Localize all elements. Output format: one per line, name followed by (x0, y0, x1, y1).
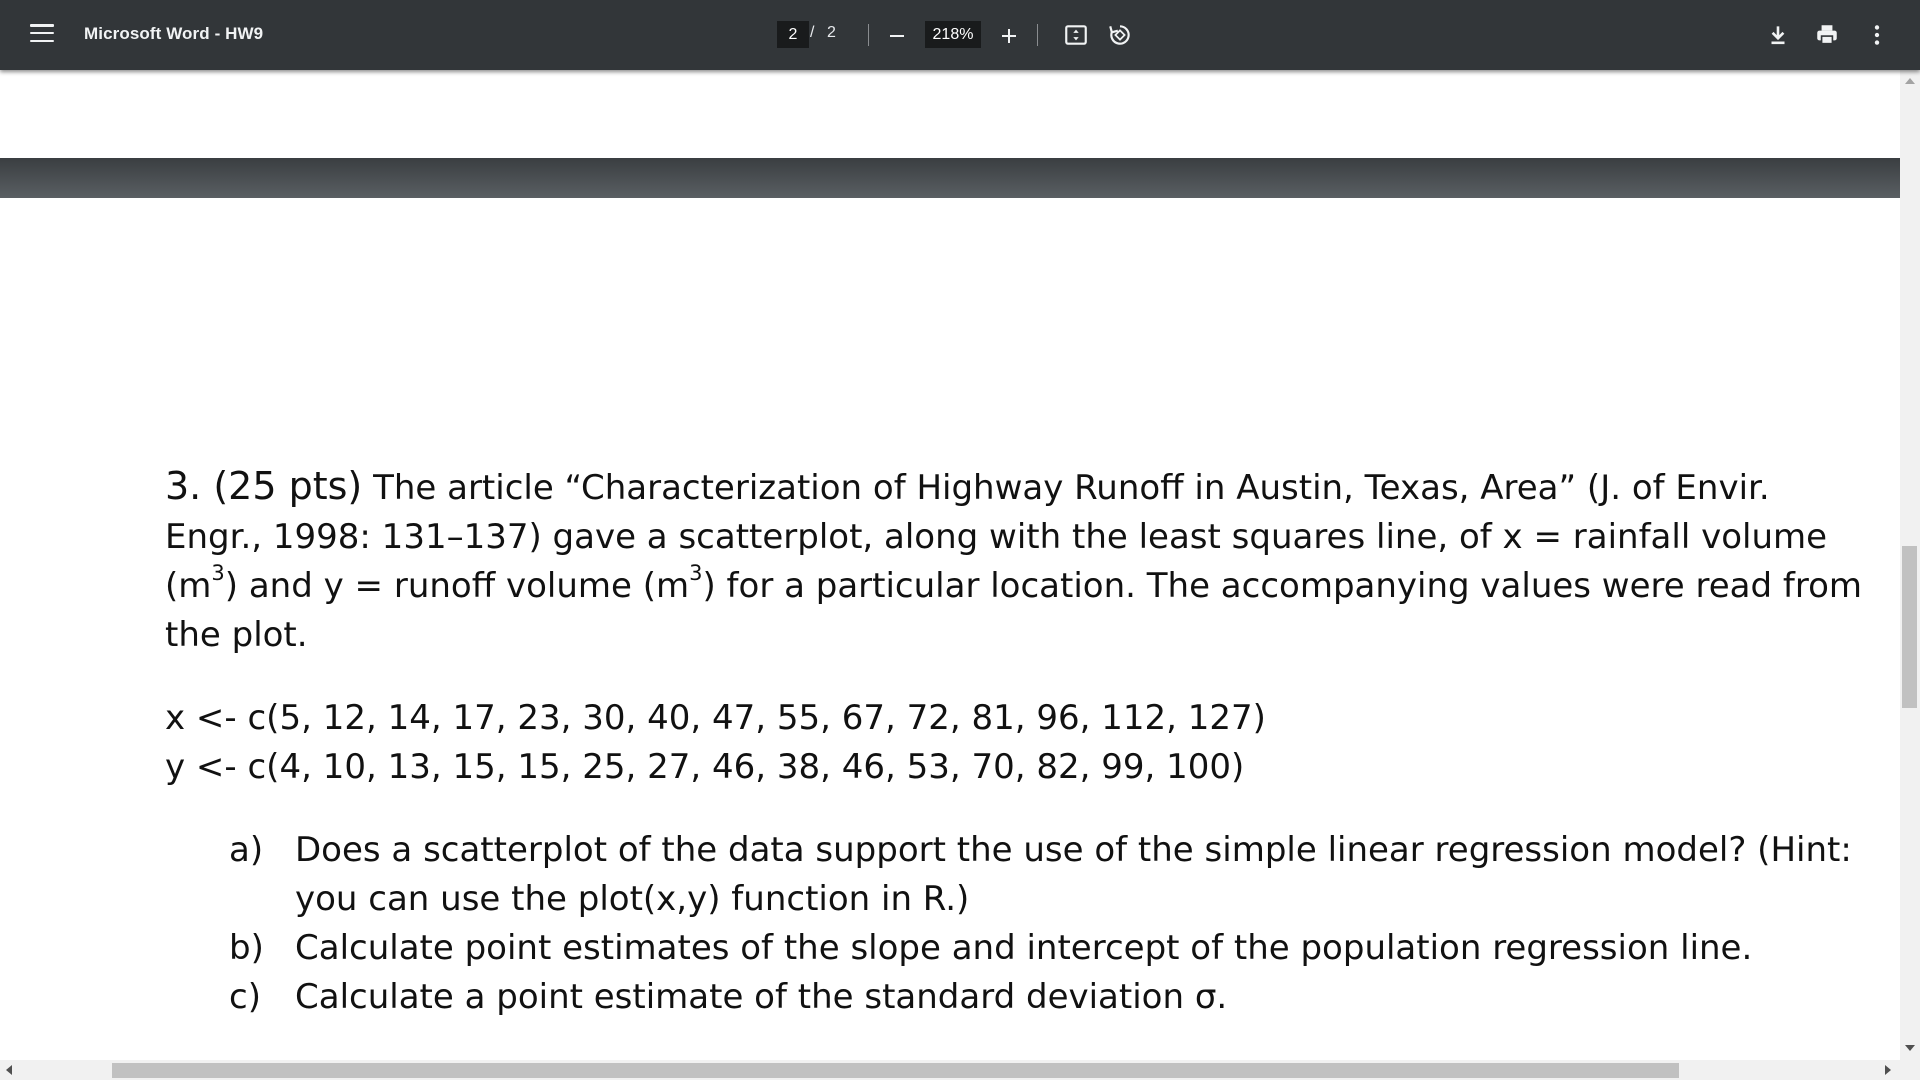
scroll-left-icon[interactable] (6, 1065, 12, 1075)
superscript: 3 (211, 561, 225, 585)
code-line-y: y <- c(4, 10, 13, 15, 15, 25, 27, 46, 38, 46, 53, 70, 82, 99, 100) (165, 747, 1245, 787)
toolbar-divider (868, 24, 869, 46)
question-part (165, 826, 1865, 924)
fit-page-icon[interactable] (1063, 22, 1089, 48)
part-text: Does a scatterplot of the data support the use of the simple linear regression model? (Hint: you can use the plot(x,y) function in R.) (295, 830, 1852, 919)
problem-text: ) for a particular location. The accompanying values were read from the plot. (165, 566, 1862, 655)
question-part (165, 973, 1865, 1022)
page-separator-gap (0, 158, 1900, 198)
vertical-scroll-thumb[interactable] (1902, 546, 1917, 708)
zoom-level-input[interactable]: 218% (925, 21, 981, 48)
download-icon[interactable] (1765, 22, 1791, 48)
more-icon[interactable] (1864, 22, 1890, 48)
pdf-toolbar (0, 0, 1920, 70)
page-total: 2 (827, 24, 836, 41)
zoom-out-icon[interactable] (887, 21, 907, 49)
scroll-up-icon[interactable] (1905, 78, 1915, 84)
problem-number: 3. (25 pts) (165, 464, 363, 508)
scroll-right-icon[interactable] (1885, 1065, 1891, 1075)
part-text: Calculate a point estimate of the standard deviation σ. (295, 977, 1228, 1017)
toolbar-divider (1037, 24, 1038, 46)
problem-statement (165, 462, 1865, 660)
question-part (165, 924, 1865, 973)
document-title: Microsoft Word - HW9 (84, 24, 264, 43)
question-parts (165, 826, 1865, 1022)
vertical-scrollbar[interactable] (1900, 70, 1920, 1060)
code-line-x: x <- c(5, 12, 14, 17, 23, 30, 40, 47, 55, 67, 72, 81, 96, 112, 127) (165, 698, 1266, 738)
print-icon[interactable] (1814, 22, 1840, 48)
page-number-input[interactable]: 2 (777, 21, 809, 48)
scroll-down-icon[interactable] (1905, 1045, 1915, 1051)
document-viewer (0, 70, 1900, 1060)
rotate-icon[interactable] (1107, 22, 1133, 48)
page-separator: / (810, 24, 815, 41)
page-content (165, 462, 1865, 1022)
data-code-block (165, 694, 1865, 792)
horizontal-scrollbar[interactable] (0, 1060, 1920, 1080)
superscript: 3 (689, 561, 703, 585)
part-label: a) (229, 830, 264, 870)
menu-icon[interactable] (30, 24, 54, 44)
part-label: c) (229, 977, 261, 1017)
zoom-in-icon[interactable] (999, 21, 1019, 49)
part-label: b) (229, 928, 264, 968)
horizontal-scroll-thumb[interactable] (112, 1063, 1679, 1078)
problem-text: ) and y = runoff volume (m (224, 566, 690, 606)
problem-text: The article “Characterization of Highway Runoff in Austin, Texas, Area” (J. of Envir. Engr., 1998: 131–137) gave a scatterplot, along with the least squares line, of x = rainfall volume (m (165, 468, 1828, 606)
part-text: Calculate point estimates of the slope and intercept of the population regression line. (295, 928, 1753, 968)
